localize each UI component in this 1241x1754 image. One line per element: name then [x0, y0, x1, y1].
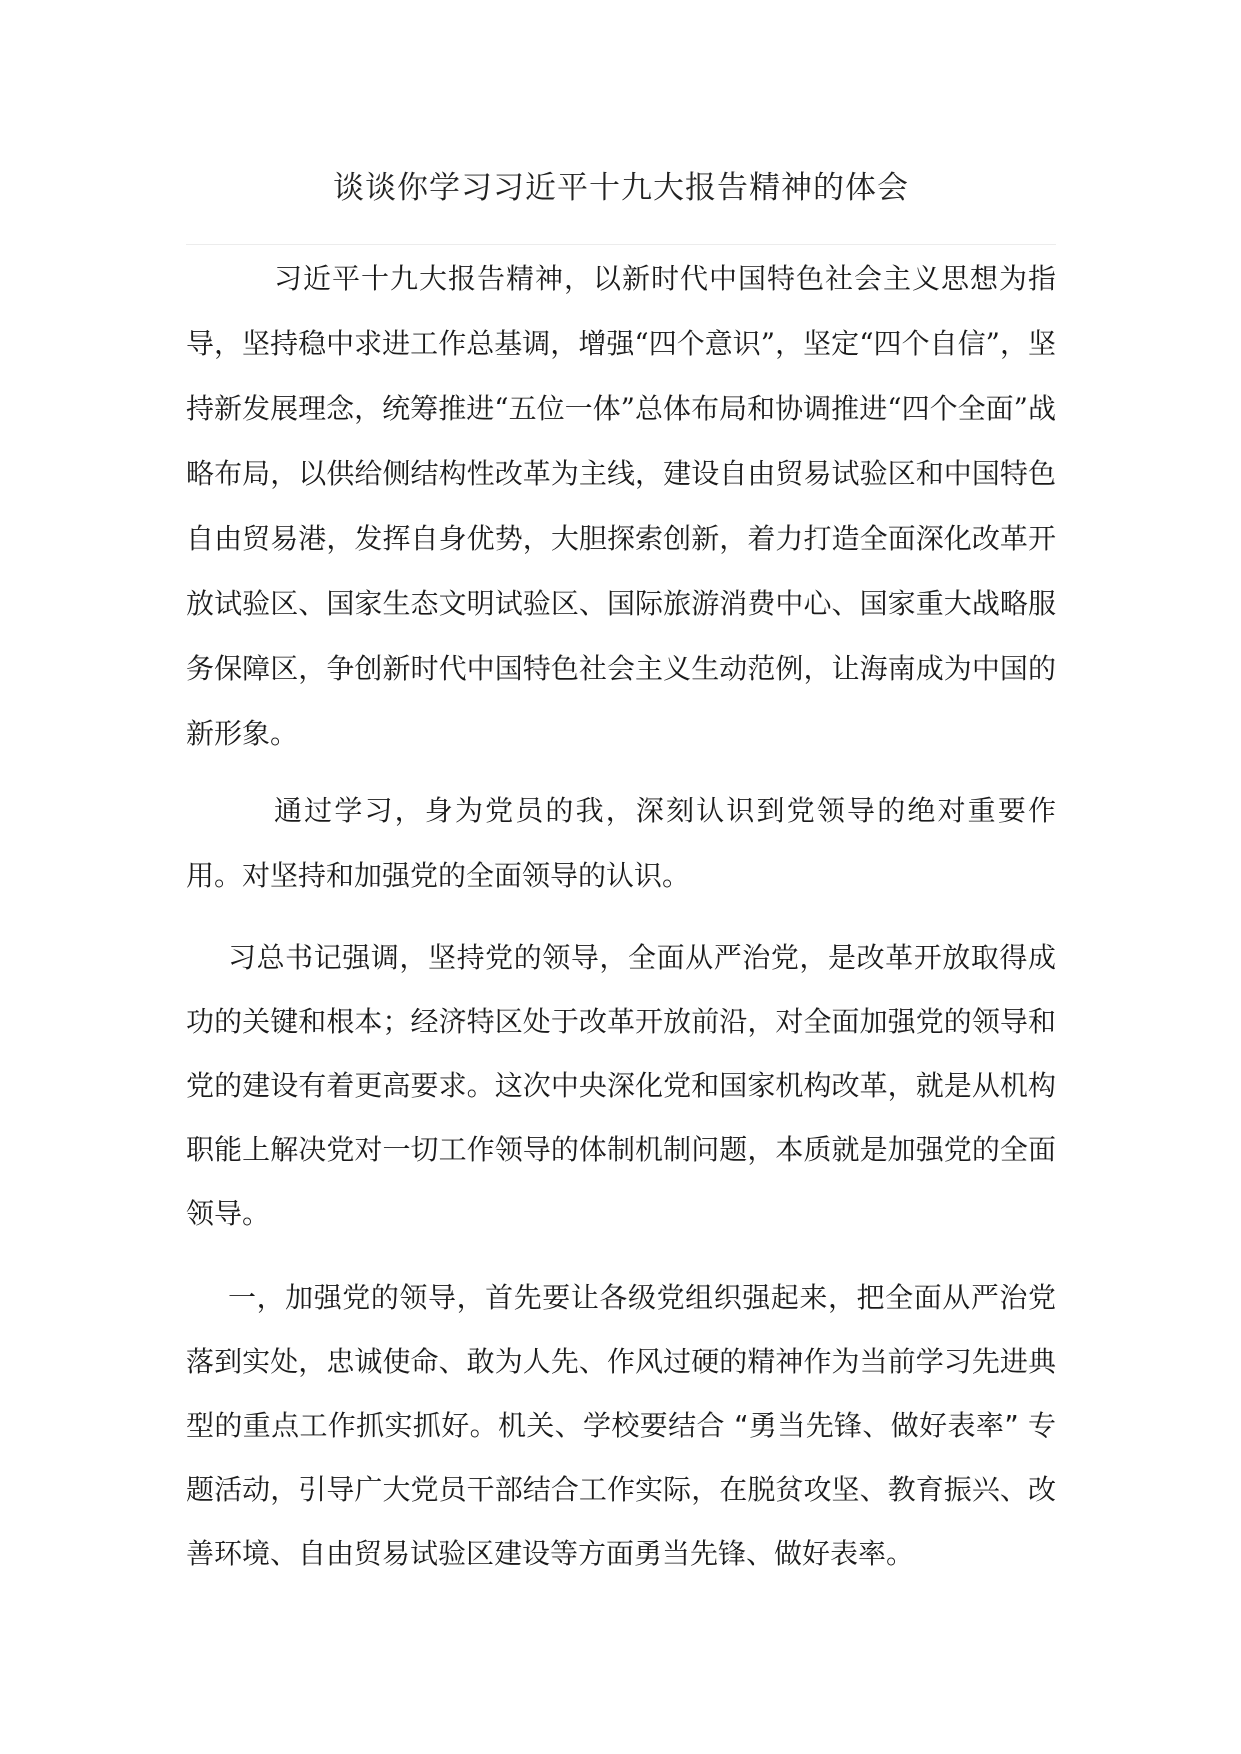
document-title: 谈谈你学习习近平十九大报告精神的体会: [333, 170, 909, 206]
paragraph-3: 习总书记强调，坚持党的领导，全面从严治党，是改革开放取得成功的关键和根本；经济特区处于改革开放前沿，对全面加强党的领导和党的建设有着更高要求。这次中央深化党和国家机构改革，就是从机构职能上解决党对一切工作领导的体制机制问题，本质就是加强党的全面领导。: [186, 941, 1056, 1230]
paragraph-1: 习近平十九大报告精神，以新时代中国特色社会主义思想为指导，坚持稳中求进工作总基调，增强“四个意识”，坚定“四个自信”，坚持新发展理念，统筹推进“五位一体”总体布局和协调推进“四个全面”战略布局，以供给侧结构性改革为主线，建设自由贸易试验区和中国特色自由贸易港，发挥自身优势，大胆探索创新，着力打造全面深化改革开放试验区、国家生态文明试验区、国际旅游消费中心、国家重大战略服务保障区，争创新时代中国特色社会主义生动范例，让海南成为中国的新形象。: [186, 262, 1056, 750]
title-divider: [186, 244, 1056, 245]
paragraph-4: 一，加强党的领导，首先要让各级党组织强起来，把全面从严治党落到实处，忠诚使命、敢为人先、作风过硬的精神作为当前学习先进典型的重点工作抓实抓好。机关、学校要结合 “勇当先锋、做好表率” 专题活动，引导广大党员干部结合工作实际，在脱贫攻坚、教育振兴、改善环境、自由贸易试验区建设等方面勇当先锋、做好表率。: [186, 1281, 1056, 1570]
paragraph-2: 通过学习，身为党员的我，深刻认识到党领导的绝对重要作用。对坚持和加强党的全面领导的认识。: [186, 794, 1056, 892]
